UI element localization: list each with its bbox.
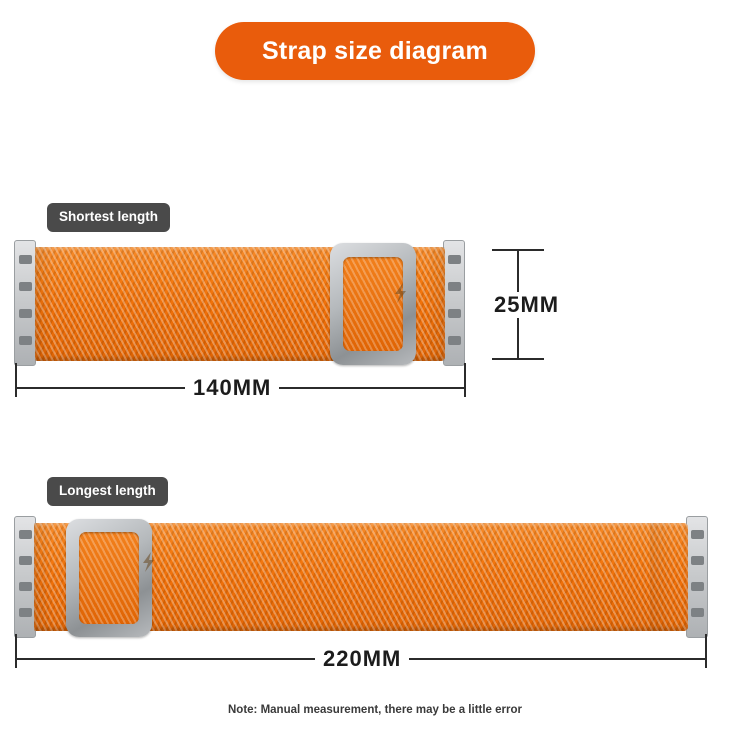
lug-notch: [691, 582, 704, 591]
dim-tick-left: [15, 634, 17, 668]
lug-notch: [19, 582, 32, 591]
lug-notch: [691, 608, 704, 617]
strap-shadow: [35, 247, 51, 361]
lug-connector-right: [686, 516, 708, 638]
dim-label-length: 220MM: [315, 646, 409, 672]
lug-connector-left: [14, 240, 36, 366]
dim-tick-right: [705, 634, 707, 668]
strap-shadow: [428, 247, 445, 361]
strap-shadow: [34, 523, 50, 631]
lug-notch: [448, 255, 461, 264]
lug-notch: [19, 608, 32, 617]
brand-mark-icon: [392, 282, 408, 304]
lug-connector-left: [14, 516, 36, 638]
dim-tick-right: [464, 363, 466, 397]
lug-notch: [448, 336, 461, 345]
dim-label-length: 140MM: [185, 375, 279, 401]
lug-notch: [19, 309, 32, 318]
buckle-inner-window: [79, 532, 139, 624]
lug-notch: [19, 336, 32, 345]
brand-mark-icon: [140, 551, 156, 573]
lug-notch: [19, 556, 32, 565]
label-chip-longest: Longest length: [47, 477, 168, 506]
lug-notch: [19, 282, 32, 291]
label-chip-shortest: Shortest length: [47, 203, 170, 232]
lug-notch: [448, 282, 461, 291]
footer-note: Note: Manual measurement, there may be a little error: [228, 704, 522, 716]
page-title: Strap size diagram: [262, 36, 488, 65]
strap-fold-right: [650, 523, 670, 631]
lug-notch: [448, 309, 461, 318]
lug-notch: [691, 530, 704, 539]
lug-notch: [691, 556, 704, 565]
dim-label-width: 25MM: [486, 292, 567, 318]
dim-tick-left: [15, 363, 17, 397]
lug-notch: [19, 255, 32, 264]
lug-notch: [19, 530, 32, 539]
title-badge: [215, 22, 535, 80]
lug-connector-right: [443, 240, 465, 366]
